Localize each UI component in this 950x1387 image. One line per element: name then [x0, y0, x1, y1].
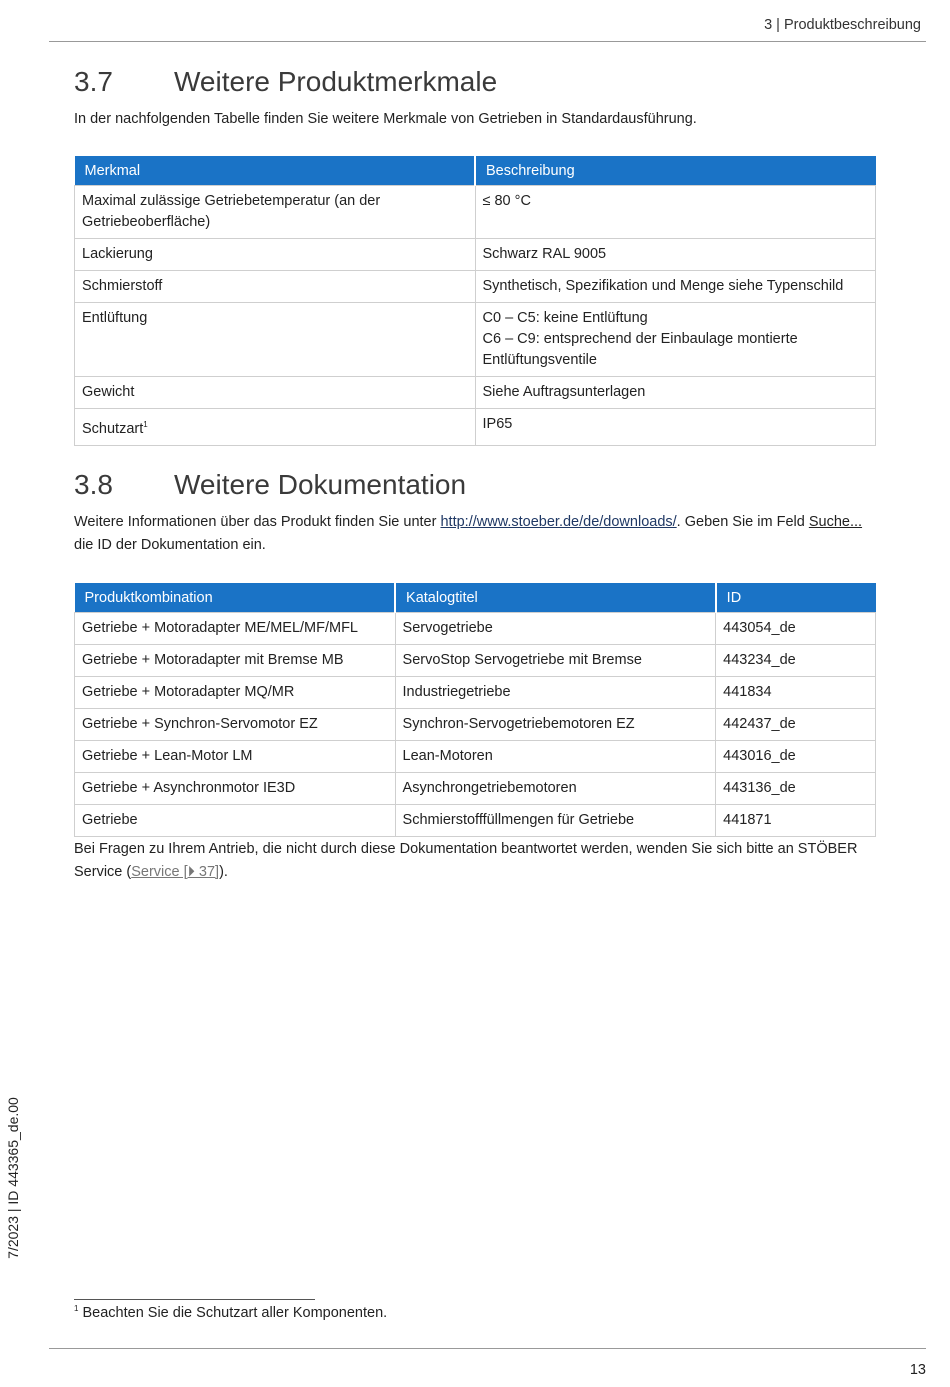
running-header: 3 | Produktbeschreibung	[764, 17, 921, 33]
intro-text: . Geben Sie im Feld	[676, 514, 809, 530]
table-cell: Industriegetriebe	[395, 677, 716, 709]
table-cell: Schmierstofffüllmengen für Getriebe	[395, 805, 716, 837]
table-cell: Synthetisch, Spezifikation und Menge siehe Typenschild	[475, 271, 876, 303]
table-cell: ≤ 80 °C	[475, 186, 876, 239]
table-row	[75, 613, 876, 645]
table-row	[75, 303, 876, 377]
table-cell: Siehe Auftragsunterlagen	[475, 377, 876, 409]
cell-text: Schutzart	[82, 420, 144, 437]
table-header-row	[75, 583, 876, 613]
footnote-reference[interactable]: 1	[143, 420, 148, 429]
table-cell: Getriebe + Motoradapter ME/MEL/MF/MFL	[75, 613, 396, 645]
table-cell: Getriebe + Synchron-Servomotor EZ	[75, 709, 396, 741]
closing-text: Bei Fragen zu Ihrem Antrieb, die nicht durch diese Dokumentation beantwortet werden, wenden Sie sich bitte an STÖBER Service (	[74, 841, 858, 880]
table-cell: Synchron-Servogetriebemotoren EZ	[395, 709, 716, 741]
footnote	[74, 1304, 387, 1321]
footnote-text: Beachten Sie die Schutzart aller Komponenten.	[78, 1304, 388, 1321]
downloads-link[interactable]: http://www.stoeber.de/de/downloads/	[440, 514, 677, 530]
table-cell: 441834	[716, 677, 876, 709]
closing-text: ).	[219, 864, 228, 880]
table-cell: Schmierstoff	[75, 271, 476, 303]
table-cell	[75, 409, 476, 446]
table-cell: Maximal zulässige Getriebetemperatur (an der Getriebeoberfläche)	[75, 186, 476, 239]
table-cell: Entlüftung	[75, 303, 476, 377]
page-number: 13	[909, 1362, 926, 1378]
column-header: Beschreibung	[475, 156, 876, 186]
table-row	[75, 805, 876, 837]
table-cell: Schwarz RAL 9005	[475, 239, 876, 271]
table-row	[75, 409, 876, 446]
footnote-divider	[74, 1299, 315, 1300]
cell-line: C6 – C9: entsprechend der Einbaulage montierte Entlüftungsventile	[482, 331, 798, 368]
product-features-table	[74, 156, 876, 446]
section-intro: In der nachfolgenden Tabelle finden Sie weitere Merkmale von Getrieben in Standardausführung.	[74, 111, 697, 127]
table-cell: Asynchrongetriebemotoren	[395, 773, 716, 805]
footer-divider	[49, 1348, 926, 1349]
intro-text: die ID der Dokumentation ein.	[74, 537, 266, 553]
table-row	[75, 271, 876, 303]
table-cell: 443234_de	[716, 645, 876, 677]
table-cell: Getriebe + Lean-Motor LM	[75, 741, 396, 773]
search-field-name: Suche...	[808, 514, 863, 530]
table-cell: 443054_de	[716, 613, 876, 645]
table-cell: Gewicht	[75, 377, 476, 409]
table-row	[75, 773, 876, 805]
column-header: Merkmal	[75, 156, 476, 186]
documentation-table	[74, 583, 876, 837]
document-id-sidebar: 7/2023 | ID 443365_de.00	[5, 1097, 21, 1259]
table-row	[75, 645, 876, 677]
table-cell: 443016_de	[716, 741, 876, 773]
cell-line: C0 – C5: keine Entlüftung	[482, 310, 648, 326]
table-row	[75, 677, 876, 709]
table-row	[75, 709, 876, 741]
section-heading-3-7	[74, 66, 497, 98]
header-divider	[49, 41, 926, 42]
table-row	[75, 377, 876, 409]
table-cell: Servogetriebe	[395, 613, 716, 645]
footnote-mark: 1	[74, 1304, 79, 1313]
closing-paragraph	[74, 838, 874, 884]
table-cell: Lean-Motoren	[395, 741, 716, 773]
section-title: Weitere Produktmerkmale	[174, 66, 498, 97]
table-cell: Lackierung	[75, 239, 476, 271]
table-cell: Getriebe + Motoradapter MQ/MR	[75, 677, 396, 709]
table-header-row	[75, 156, 876, 186]
intro-text: Weitere Informationen über das Produkt finden Sie unter	[74, 514, 441, 530]
column-header: ID	[716, 583, 876, 613]
table-cell: Getriebe	[75, 805, 396, 837]
service-cross-reference[interactable]: Service [⏵ 37]	[131, 864, 220, 880]
column-header: Katalogtitel	[395, 583, 716, 613]
table-cell: Getriebe + Asynchronmotor IE3D	[75, 773, 396, 805]
section-number: 3.8	[74, 469, 113, 500]
table-row	[75, 239, 876, 271]
table-cell: 441871	[716, 805, 876, 837]
section-intro	[74, 511, 874, 557]
table-cell: 443136_de	[716, 773, 876, 805]
column-header: Produktkombination	[75, 583, 396, 613]
table-cell: IP65	[475, 409, 876, 446]
table-cell	[475, 303, 876, 377]
section-number: 3.7	[74, 66, 113, 97]
section-heading-3-8	[74, 469, 466, 501]
table-cell: ServoStop Servogetriebe mit Bremse	[395, 645, 716, 677]
table-cell: 442437_de	[716, 709, 876, 741]
section-title: Weitere Dokumentation	[174, 469, 467, 500]
table-cell: Getriebe + Motoradapter mit Bremse MB	[75, 645, 396, 677]
table-row	[75, 186, 876, 239]
table-row	[75, 741, 876, 773]
